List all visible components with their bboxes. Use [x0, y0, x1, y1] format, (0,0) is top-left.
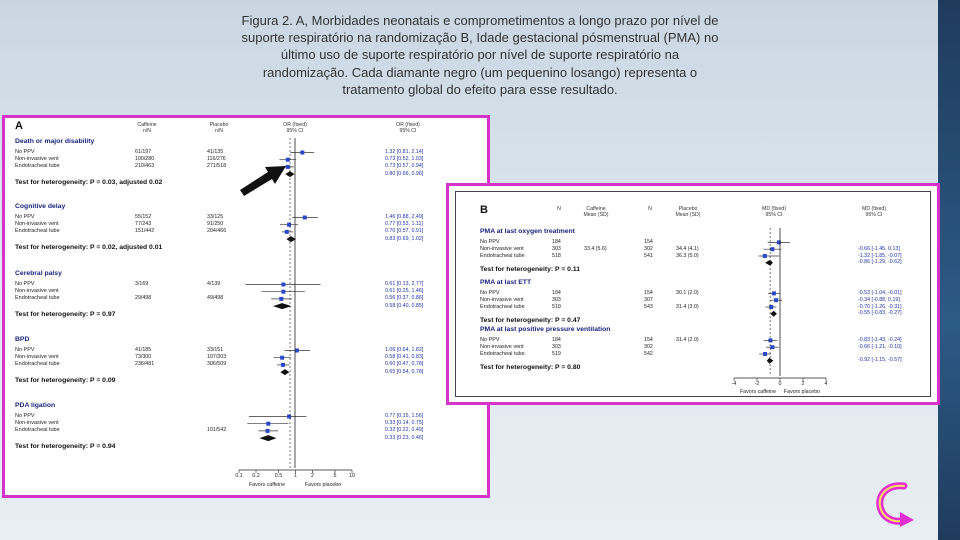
- point-estimate-square: [266, 422, 270, 426]
- x-tick-label: 1: [294, 473, 297, 479]
- pointer-arrow-icon: [238, 158, 290, 196]
- row-label: Endotracheal tube: [480, 350, 525, 357]
- n1-value: 184: [552, 239, 561, 245]
- row-label: Endotracheal tube: [15, 295, 60, 302]
- total-ci-value: -0.86 [-1.29, -0.62]: [858, 259, 902, 266]
- section-title: Cognitive delay: [15, 203, 66, 210]
- caffeine-value: 3/169: [135, 281, 149, 287]
- n1-value: 518: [552, 252, 561, 259]
- md-ci-value: -0.83 [-1.43, -0.24]: [858, 337, 902, 343]
- placebo-value: 116/276: [207, 156, 226, 163]
- placebo-value: 30.1 (2.0): [676, 290, 699, 296]
- n1-value: 184: [552, 337, 561, 343]
- md-plot-header-line: 95% CI: [765, 212, 783, 218]
- pooled-effect-diamond: [765, 260, 773, 266]
- row-label: No PPV: [15, 214, 35, 220]
- point-estimate-square: [774, 298, 778, 302]
- n2-value: 154: [644, 290, 653, 296]
- placebo-header-line: Placebo: [209, 122, 229, 128]
- section-title: PMA at last positive pressure ventilation: [480, 326, 611, 333]
- or-ci-value: 1.46 [0.88, 2.49]: [385, 214, 424, 220]
- total-ci-value: -0.92 [-1.15, -0.57]: [858, 357, 902, 364]
- placebo-header-line: Placebo: [678, 206, 698, 212]
- row-label: No PPV: [480, 239, 500, 245]
- placebo-header-line: Mean (SD): [675, 212, 701, 218]
- row-label: Endotracheal tube: [15, 163, 60, 170]
- point-estimate-square: [768, 338, 772, 342]
- point-estimate-square: [770, 345, 774, 349]
- pooled-effect-diamond: [280, 369, 289, 375]
- caffeine-value: 41/185: [135, 347, 152, 353]
- placebo-value: 31.4 (3.0): [676, 303, 699, 310]
- n2-value: 302: [644, 245, 653, 252]
- row-label: Non-invasive vent: [15, 354, 59, 361]
- row-label: Non-invasive vent: [15, 221, 59, 228]
- panel-label: B: [480, 204, 488, 216]
- placebo-value: 306/509: [207, 361, 227, 368]
- heterogeneity-test: Test for heterogeneity: P = 0.02, adjusted 0.01: [15, 243, 163, 251]
- placebo-value: 101/542: [207, 427, 227, 434]
- total-ci-value: 0.80 [0.66, 0.96]: [385, 170, 424, 177]
- or-ci-value: 0.61 [0.25, 1.46]: [385, 288, 424, 295]
- x-tick-label: -4: [731, 381, 737, 387]
- x-tick-label: 2: [801, 381, 805, 387]
- heterogeneity-test: Test for heterogeneity: P = 0.97: [15, 310, 116, 318]
- point-estimate-square: [285, 230, 289, 234]
- total-ci-value: 0.65 [0.54, 0.78]: [385, 368, 424, 375]
- favors-placebo-label: Favors placebo: [783, 389, 821, 395]
- md-ci-value: -0.66 [-1.45, 0.13]: [858, 245, 900, 252]
- row-label: Non-invasive vent: [15, 156, 59, 163]
- n2-value: 307: [644, 296, 653, 303]
- n1-value: 303: [552, 296, 561, 303]
- md-text-header-line: MD (fixed): [862, 206, 886, 212]
- md-text-header-line: 95% CI: [865, 212, 883, 218]
- or-ci-value: 0.70 [0.57, 0.91]: [385, 228, 424, 235]
- or-ci-value: 0.73 [0.57, 0.94]: [385, 163, 424, 170]
- n1-header-line: N: [557, 206, 561, 212]
- slide-edge-strip: [938, 0, 960, 540]
- or-plot-header-line: 95% CI: [286, 128, 304, 134]
- section-title: PDA ligation: [15, 402, 56, 409]
- forest-plot-panel-b-inner: [455, 191, 931, 397]
- placebo-value: 271/518: [207, 163, 227, 170]
- heterogeneity-test: Test for heterogeneity: P = 0.03, adjusted 0.02: [15, 178, 163, 186]
- row-label: Non-invasive vent: [15, 420, 59, 427]
- point-estimate-square: [770, 247, 774, 251]
- or-ci-value: 1.32 [0.81, 2.14]: [385, 149, 424, 155]
- row-label: No PPV: [15, 281, 35, 287]
- row-label: Endotracheal tube: [15, 427, 60, 434]
- row-label: No PPV: [480, 337, 500, 343]
- point-estimate-square: [280, 356, 284, 360]
- n2-value: 541: [644, 252, 653, 259]
- caffeine-value: 33.4 (5.6): [584, 245, 607, 252]
- or-ci-value: 0.77 [0.53, 1.11]: [385, 221, 423, 228]
- pooled-effect-diamond: [286, 236, 296, 242]
- point-estimate-square: [287, 223, 291, 227]
- row-label: No PPV: [480, 290, 500, 296]
- back-navigation-button[interactable]: [874, 480, 918, 528]
- n2-value: 154: [644, 239, 653, 245]
- point-estimate-square: [763, 254, 767, 258]
- section-title: PMA at last ETT: [480, 279, 532, 286]
- or-ci-value: 0.77 [0.15, 1.56]: [385, 413, 424, 419]
- point-estimate-square: [772, 291, 776, 295]
- row-label: No PPV: [15, 413, 35, 419]
- section-title: Death or major disability: [15, 138, 95, 145]
- n2-value: 154: [644, 337, 653, 343]
- point-estimate-square: [295, 349, 299, 353]
- n1-value: 303: [552, 343, 561, 350]
- n2-header-line: N: [648, 206, 652, 212]
- total-ci-value: 0.33 [0.23, 0.46]: [385, 434, 424, 441]
- row-label: Endotracheal tube: [480, 303, 525, 310]
- md-ci-value: -0.34 [-0.88, 0.19]: [858, 296, 900, 303]
- n1-value: 184: [552, 290, 561, 296]
- caffeine-header-line: n/N: [142, 128, 152, 134]
- heterogeneity-test: Test for heterogeneity: P = 0.80: [480, 364, 581, 372]
- md-ci-value: -0.66 [-1.21, -0.10]: [858, 343, 902, 350]
- total-ci-value: 0.58 [0.40, 0.85]: [385, 302, 424, 309]
- or-ci-value: 0.73 [0.52, 1.03]: [385, 156, 424, 163]
- row-label: Non-invasive vent: [480, 245, 524, 252]
- row-label: Non-invasive vent: [480, 296, 524, 303]
- heterogeneity-test: Test for heterogeneity: P = 0.11: [480, 266, 581, 274]
- forest-plot-panel-b: [446, 183, 940, 405]
- or-ci-value: 0.60 [0.47, 0.78]: [385, 361, 424, 368]
- placebo-value: 33/151: [207, 347, 224, 353]
- placebo-value: 34.4 (4.1): [676, 245, 699, 252]
- n2-value: 302: [644, 343, 653, 350]
- md-ci-value: -0.76 [-1.26, -0.31]: [858, 303, 902, 310]
- caffeine-header-line: Caffeine: [586, 206, 606, 212]
- row-label: Non-invasive vent: [480, 343, 524, 350]
- row-label: No PPV: [15, 347, 35, 353]
- favors-caffeine-label: Favors caffeine: [248, 482, 286, 488]
- placebo-value: 36.3 (5.0): [676, 252, 699, 259]
- or-ci-value: 0.58 [0.41, 0.83]: [385, 354, 424, 361]
- x-tick-label: 0.2: [252, 473, 260, 479]
- caffeine-value: 77/243: [135, 221, 152, 228]
- favors-placebo-label: Favors placebo: [304, 482, 342, 488]
- favors-caffeine-label: Favors caffeine: [739, 389, 777, 395]
- placebo-value: 4/139: [207, 281, 221, 287]
- or-text-header-line: OR (fixed): [396, 122, 420, 128]
- row-label: Endotracheal tube: [15, 228, 60, 235]
- point-estimate-square: [287, 415, 291, 419]
- md-ci-value: -0.53 [-1.04, -0.01]: [858, 290, 902, 296]
- row-label: Endotracheal tube: [480, 252, 525, 259]
- n2-value: 543: [644, 303, 653, 310]
- row-label: Non-invasive vent: [15, 288, 59, 295]
- placebo-value: 107/303: [207, 354, 227, 361]
- section-title: Cerebral palsy: [15, 270, 62, 277]
- point-estimate-square: [763, 352, 767, 356]
- n1-value: 303: [552, 245, 561, 252]
- curved-return-arrow-icon: [874, 480, 918, 528]
- heterogeneity-test: Test for heterogeneity: P = 0.47: [480, 317, 581, 325]
- point-estimate-square: [266, 429, 270, 433]
- caffeine-header-line: Caffeine: [137, 122, 157, 128]
- point-estimate-square: [281, 290, 285, 294]
- heterogeneity-test: Test for heterogeneity: P = 0.94: [15, 442, 116, 450]
- point-estimate-square: [300, 151, 304, 155]
- x-tick-label: 5: [333, 473, 337, 479]
- point-estimate-square: [303, 216, 307, 220]
- placebo-value: 41/135: [207, 149, 224, 155]
- placebo-value: 204/466: [207, 228, 227, 235]
- placebo-value: 33/125: [207, 214, 224, 220]
- section-title: BPD: [15, 336, 30, 343]
- md-ci-value: -1.32 [-1.85, -0.07]: [858, 252, 902, 259]
- caffeine-value: 236/481: [135, 361, 155, 368]
- x-tick-label: 0.5: [274, 473, 283, 479]
- or-ci-value: 0.33 [0.14, 0.75]: [385, 420, 424, 427]
- caffeine-value: 100/280: [135, 156, 155, 163]
- panel-label: A: [15, 120, 23, 132]
- placebo-value: 91/250: [207, 221, 224, 228]
- total-ci-value: -0.55 [-0.83, -0.27]: [858, 310, 902, 317]
- caffeine-value: 29/498: [135, 295, 152, 302]
- x-tick-label: 0.1: [235, 473, 243, 479]
- md-plot-header-line: MD (fixed): [762, 206, 786, 212]
- x-tick-label: 0: [778, 381, 782, 387]
- x-tick-label: -2: [754, 381, 760, 387]
- or-ci-value: 0.32 [0.22, 0.49]: [385, 427, 424, 434]
- x-tick-label: 2: [311, 473, 314, 479]
- heterogeneity-test: Test for heterogeneity: P = 0.09: [15, 376, 116, 384]
- caffeine-value: 61/197: [135, 149, 152, 155]
- or-plot-header-line: OR (fixed): [283, 122, 307, 128]
- n1-value: 519: [552, 350, 561, 357]
- placebo-value: 49/498: [207, 295, 224, 302]
- or-ci-value: 0.56 [0.37, 0.86]: [385, 295, 424, 302]
- or-ci-value: 0.61 [0.13, 2.77]: [385, 281, 424, 287]
- pooled-effect-diamond: [273, 303, 291, 309]
- pooled-effect-diamond: [770, 311, 776, 317]
- caffeine-header-line: Mean (SD): [583, 212, 609, 218]
- point-estimate-square: [279, 297, 283, 301]
- row-label: Endotracheal tube: [15, 361, 60, 368]
- caffeine-value: 73/300: [135, 354, 152, 361]
- point-estimate-square: [281, 363, 285, 367]
- or-ci-value: 1.06 [0.64, 1.82]: [385, 347, 424, 353]
- n1-value: 510: [552, 303, 561, 310]
- caffeine-value: 151/442: [135, 228, 155, 235]
- x-tick-label: 10: [349, 473, 355, 479]
- row-label: No PPV: [15, 149, 35, 155]
- or-text-header-line: 95% CI: [399, 128, 417, 134]
- x-tick-label: 4: [824, 381, 828, 387]
- placebo-header-line: n/N: [214, 128, 224, 134]
- caffeine-value: 55/152: [135, 214, 152, 220]
- caffeine-value: 210/463: [135, 163, 155, 170]
- section-title: PMA at last oxygen treatment: [480, 228, 575, 235]
- placebo-value: 31.4 (2.0): [676, 337, 699, 343]
- pooled-effect-diamond: [259, 435, 276, 441]
- figure-caption: Figura 2. A, Morbidades neonatais e comprometimentos a longo prazo por nível de suporte respiratório na randomização B, Idade gestacional pósmenstrual (PMA) no último uso de suporte respiratório por nível de suporte respiratório na randomização. Cada diamante negro (um pequenino losango) representa o tratamento global do efeito para esse resultado.: [241, 13, 719, 97]
- total-ci-value: 0.83 [0.69, 1.02]: [385, 235, 424, 242]
- n2-value: 542: [644, 350, 653, 357]
- point-estimate-square: [281, 283, 285, 287]
